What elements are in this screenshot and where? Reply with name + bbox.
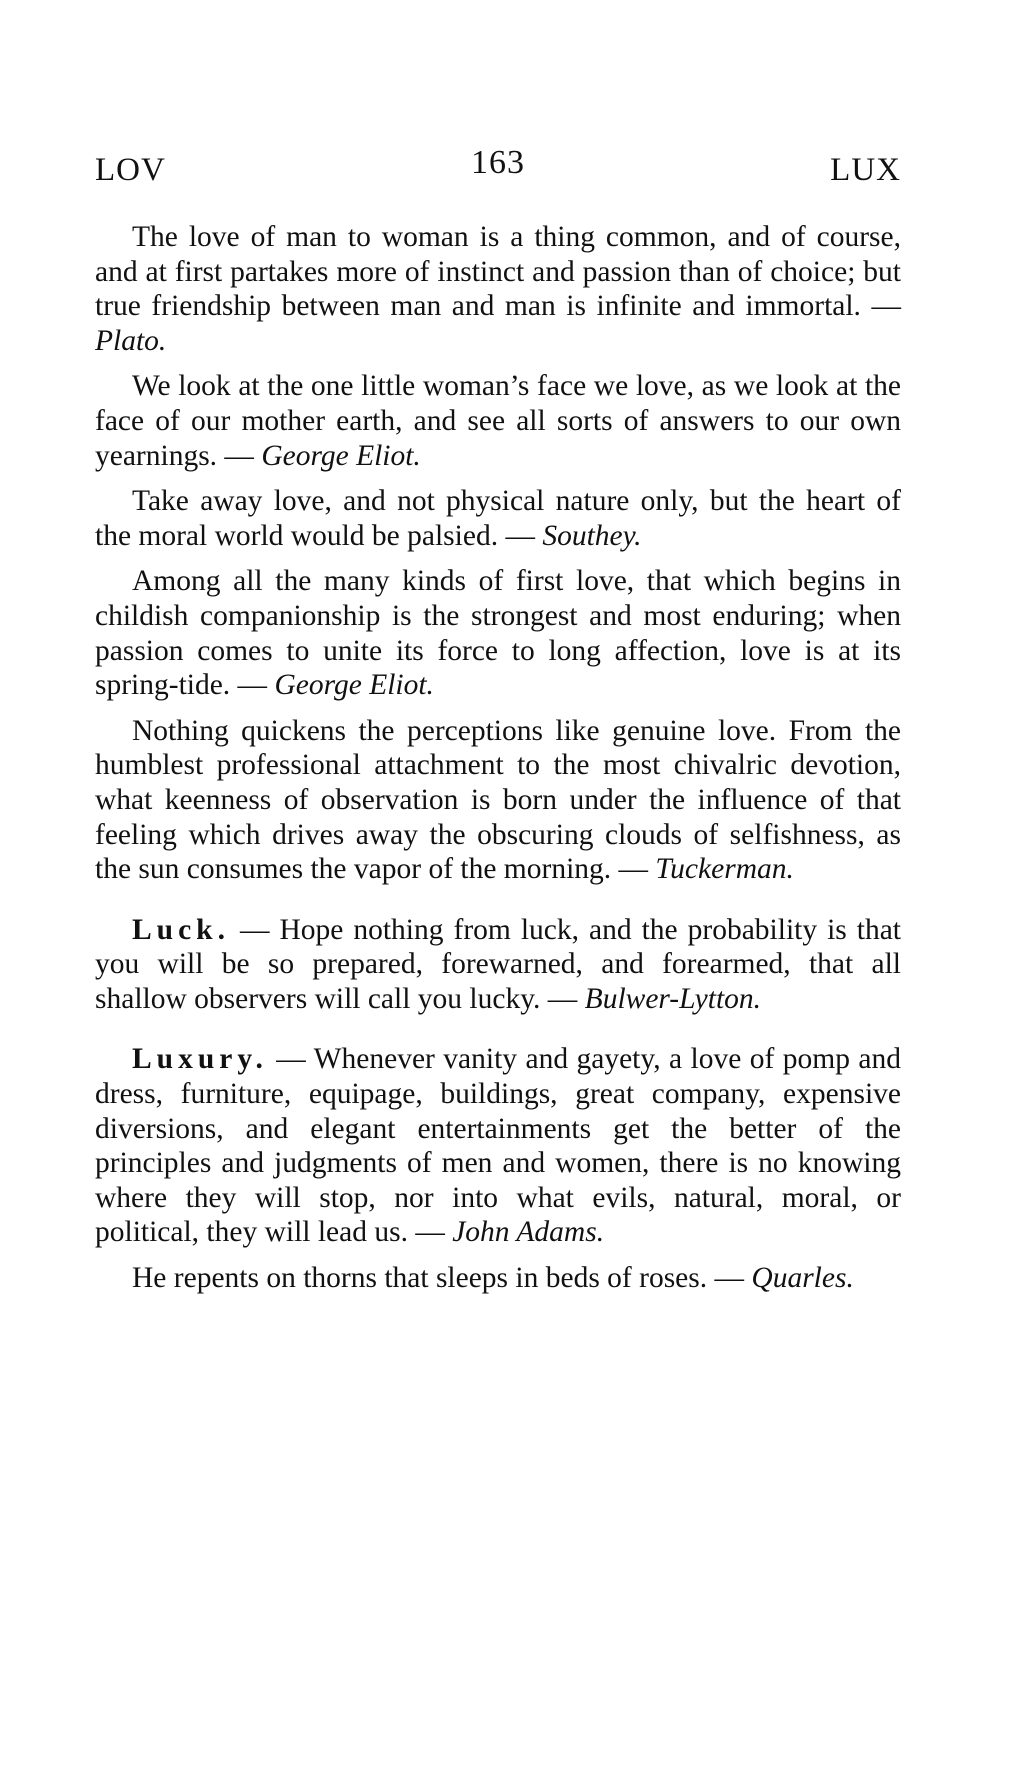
quotation-author: Bulwer-Lytton. xyxy=(584,982,762,1015)
entry-paragraph-luxury xyxy=(95,1042,901,1250)
quotation-author: Plato. xyxy=(95,324,167,357)
entry-headword: Luxury. xyxy=(132,1043,268,1076)
page-body xyxy=(95,220,901,1307)
quotation-author: Tuckerman. xyxy=(655,853,794,886)
quotation-text: — Whenever vanity and gayety, a love of pomp and dress, furniture, equipage, buildings, great company, expensive diversions, and elegant entertainments get the better of the principles and judgments of men and women, there is no knowing where they will stop, nor into what evils, natural, moral, or political, they will lead us. — xyxy=(95,1043,901,1249)
quotation-paragraph xyxy=(95,564,901,702)
quotation-author: George Eliot. xyxy=(261,439,421,472)
quotation-author: Quarles. xyxy=(751,1262,854,1295)
header-right-guide-word: LUX xyxy=(830,152,901,188)
quotation-text: Take away love, and not physical nature only, but the heart of the moral world would be palsied. — xyxy=(95,485,901,552)
quotation-author: Southey. xyxy=(542,519,642,552)
running-header xyxy=(95,144,901,190)
quotation-text: We look at the one little woman’s face we love, as we look at the face of our mother earth, and see all sorts of answers to our own yearnings. — xyxy=(95,370,901,472)
quotation-paragraph xyxy=(95,484,901,553)
quotation-text: He repents on thorns that sleeps in beds of roses. — xyxy=(132,1262,745,1295)
page-number: 163 xyxy=(471,144,525,181)
quotation-paragraph xyxy=(95,1261,901,1296)
quotation-author: George Eliot. xyxy=(274,669,434,702)
header-left-guide-word: LOV xyxy=(95,152,166,188)
entry-headword: Luck. xyxy=(132,913,230,946)
quotation-paragraph xyxy=(95,369,901,473)
quotation-text: The love of man to woman is a thing common, and of course, and at first partakes more of instinct and passion than of choice; but true friendship between man and man is infinite and immortal. — xyxy=(95,221,901,323)
quotation-paragraph xyxy=(95,220,901,358)
quotation-text: Among all the many kinds of first love, that which begins in childish companionship is the strongest and most enduring; when passion comes to unite its force to long affection, love is at its spring-tide. — xyxy=(95,565,901,702)
quotation-author: John Adams. xyxy=(452,1216,605,1249)
quotation-paragraph xyxy=(95,714,901,887)
quotation-text: — Hope nothing from luck, and the probability is that you will be so prepared, forewarned, and forearmed, that all shallow observers will call you lucky. — xyxy=(95,913,901,1015)
entry-paragraph-luck xyxy=(95,913,901,1017)
quotation-text: Nothing quickens the perceptions like genuine love. From the humblest professional attachment to the most chivalric devotion, what keenness of observation is born under the influence of that feeling which drives away the obscuring clouds of selfishness, as the sun consumes the vapor of the morning. — xyxy=(95,714,901,886)
